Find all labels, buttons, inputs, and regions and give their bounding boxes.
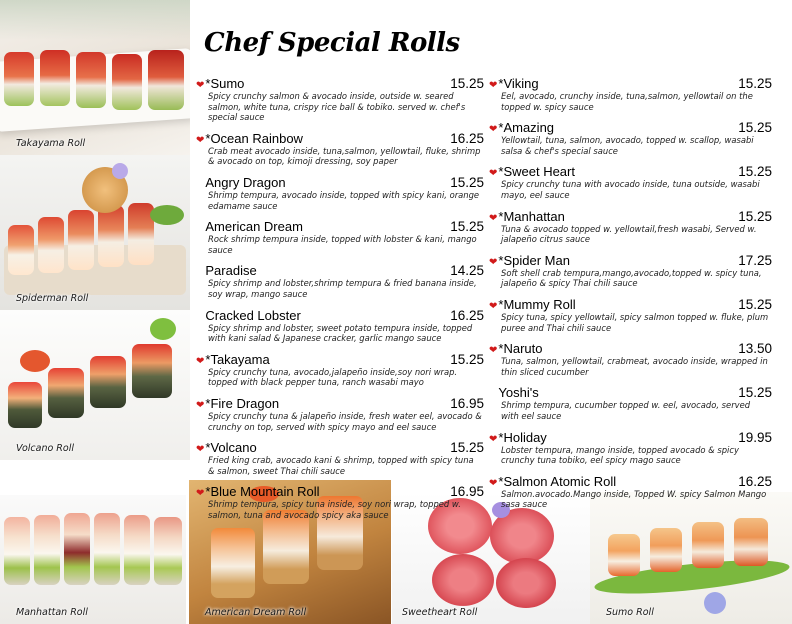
menu-item-name: *Sweet Heart: [498, 164, 575, 180]
menu-item-price: 16.25: [738, 473, 772, 489]
chili-pepper-icon: ❤: [489, 433, 498, 445]
menu-item-description: Spicy tuna, spicy yellowtail, spicy salmon topped w. fluke, plum puree and Thai chili sauce: [501, 311, 769, 333]
chili-pepper-icon: ❤: [489, 345, 498, 357]
chili-pepper-icon: ❤: [489, 477, 498, 489]
menu-item-price: 16.25: [450, 130, 484, 146]
chili-pepper-icon: ❤: [489, 80, 498, 91]
menu-item: [489, 253, 772, 289]
menu-item-price: 15.25: [738, 385, 772, 401]
menu-item-price: 15.25: [450, 351, 484, 367]
menu-item-name: *Salmon Atomic Roll: [498, 473, 617, 489]
photo-caption: Manhattan Roll: [16, 607, 88, 618]
menu-item-name: Yoshi's: [498, 385, 539, 401]
chili-pepper-icon: ❤: [489, 256, 498, 268]
chili-pepper-icon: ❤: [489, 124, 498, 136]
menu-item: [196, 352, 484, 388]
menu-item: [489, 164, 772, 200]
menu-item-price: 15.25: [738, 296, 772, 312]
menu-item-price: 17.25: [738, 252, 772, 268]
chili-pepper-icon: ❤: [196, 134, 205, 146]
menu-item-description: Salmon.avocado.Mango inside, Topped W. spicy Salmon Mango sasa sauce: [501, 488, 767, 510]
menu-item: [196, 263, 484, 299]
menu-item-name: *Manhattan: [498, 208, 565, 224]
chili-pepper-icon: ❤: [489, 168, 498, 180]
menu-item-price: 13.50: [738, 341, 772, 357]
photo-caption: Sumo Roll: [606, 607, 654, 618]
menu-item-price: 14.25: [450, 263, 484, 279]
menu-item-price: 16.95: [450, 484, 484, 500]
chili-pepper-icon: ❤: [196, 399, 205, 411]
photo-volcano-roll: [0, 310, 190, 460]
menu-item-description: Fried king crab, avocado kani & shrimp, topped with spicy tuna & salmon, sweet Thai chili sauce: [208, 455, 474, 476]
menu-item-price: 15.25: [450, 219, 484, 235]
page-title: Chef Special Rolls: [204, 28, 460, 58]
menu-item-name: Cracked Lobster: [205, 307, 301, 323]
menu-item: [196, 308, 484, 344]
menu-item: [489, 297, 772, 333]
menu-item-name: *Viking: [498, 76, 539, 91]
menu-item-description: Shrimp tempura, cucumber topped w. eel, avocado, served with eel sauce: [501, 400, 751, 421]
photo-caption: Volcano Roll: [16, 443, 74, 454]
menu-item-description: Yellowtail, tuna, salmon, avocado, topped w. scallop, wasabi salsa & chef's special sauce: [501, 135, 754, 156]
menu-item-price: 15.25: [450, 76, 484, 91]
menu-item-name: *Volcano: [205, 440, 257, 456]
menu-item: [489, 209, 772, 245]
menu-item-description: Spicy crunchy tuna with avocado inside, tuna outside, wasabi mayo, eel sauce: [501, 179, 760, 200]
menu-item-price: 15.25: [450, 174, 484, 190]
menu-item-name: *Takayama: [205, 351, 270, 367]
menu-item-name: *Naruto: [498, 341, 543, 357]
menu-item-price: 15.25: [738, 164, 772, 180]
chili-pepper-icon: ❤: [196, 444, 205, 456]
photo-manhattan-roll: [0, 495, 186, 624]
menu-item-description: Shrimp tempura, avocado inside, topped with spicy kani, orange edamame sauce: [208, 189, 480, 211]
chili-pepper-icon: ❤: [196, 80, 205, 91]
menu-item: [489, 76, 772, 112]
menu-item-price: 16.95: [450, 395, 484, 411]
photo-takayama-roll: [0, 0, 190, 155]
photo-caption: Spiderman Roll: [16, 293, 89, 304]
menu-item-description: Tuna, salmon, yellowtail, crabmeat, avocado inside, wrapped in thin sliced cucumber: [501, 356, 768, 377]
menu-item-description: Spicy crunchy tuna & jalapeño inside, fresh water eel, avocado & crunchy on top, served with spicy mayo and eel sauce: [208, 410, 482, 432]
menu-item-price: 15.25: [738, 120, 772, 136]
menu-item: [489, 474, 772, 510]
menu-item-name: *Holiday: [498, 429, 547, 445]
menu-item-price: 15.25: [450, 440, 484, 456]
menu-item-name: *Amazing: [498, 120, 555, 136]
chili-pepper-icon: ❤: [489, 300, 498, 312]
photo-caption: American Dream Roll: [205, 607, 307, 618]
menu-item-price: 16.25: [450, 307, 484, 323]
menu-item: [489, 385, 772, 421]
menu-item-description: Shrimp tempura, spicy tuna inside, soy nori wrap, topped w. salmon, tuna and avocado spicy aka sauce: [208, 499, 461, 520]
menu-item-name: Paradise: [205, 263, 257, 279]
menu-item-name: *Blue Mountain Roll: [205, 484, 320, 500]
menu-column-right: [489, 76, 772, 518]
menu-item-description: Spicy shrimp and lobster,shrimp tempura & fried banana inside, soy wrap, mango sauce: [208, 278, 477, 299]
photo-spiderman-roll: [0, 155, 190, 310]
menu-item-price: 15.25: [738, 76, 772, 91]
menu-item-description: Lobster tempura, mango inside, topped avocado & spicy crunchy tuna tobiko, eel spicy mago sauce: [501, 444, 739, 466]
menu-item-description: Eel, avocado, crunchy inside, tuna,salmon, yellowtail on the topped w. spicy sauce: [501, 91, 753, 112]
menu-item: [196, 76, 484, 123]
photo-caption: Takayama Roll: [16, 138, 86, 149]
menu-item-description: Tuna & avocado topped w. yellowtail,fresh wasabi, Served w. jalapeño citrus sauce: [501, 223, 757, 245]
menu-item: [489, 120, 772, 156]
menu-item-description: Spicy crunchy salmon & avocado inside, outside w. seared salmon, white tuna, crispy rice ball & tobiko. served w. chef's special sauce: [208, 91, 466, 123]
chili-pepper-icon: ❤: [196, 355, 205, 367]
menu-item-description: Soft shell crab tempura,mango,avocado,topped w. spicy tuna, jalapeño & spicy Thai chili sauce: [501, 267, 762, 289]
menu-item-price: 19.95: [738, 429, 772, 445]
menu-item-name: American Dream: [205, 219, 303, 235]
menu-item-name: Angry Dragon: [205, 174, 286, 190]
menu-item-description: Spicy crunchy tuna, avocado,jalapeño inside,soy nori wrap. topped with black pepper tuna, ranch wasabi mayo: [208, 366, 458, 388]
chili-pepper-icon: ❤: [489, 212, 498, 224]
menu-item-description: Spicy shrimp and lobster, sweet potato tempura inside, topped with kani salad & Japanese cracker, garlic mango sauce: [208, 322, 473, 344]
menu-item-description: Crab meat avocado inside, tuna,salmon, yellowtail, fluke, shrimp & avocado on top, kimoji dressing, soy paper: [208, 145, 481, 167]
menu-item-name: *Mummy Roll: [498, 296, 576, 312]
menu-item-price: 15.25: [738, 208, 772, 224]
menu-column-left: [196, 76, 484, 528]
chili-pepper-icon: ❤: [196, 488, 205, 500]
menu-item-name: *Ocean Rainbow: [205, 130, 303, 146]
menu-item: [196, 440, 484, 476]
menu-item: [196, 131, 484, 167]
menu-item-name: *Spider Man: [498, 252, 570, 268]
menu-item: [489, 430, 772, 466]
photo-caption: Sweetheart Roll: [402, 607, 478, 618]
menu-item: [196, 219, 484, 255]
menu-item: [489, 341, 772, 377]
menu-item: [196, 484, 484, 520]
menu-item-description: Rock shrimp tempura inside, topped with lobster & kani, mango sauce: [208, 234, 477, 255]
menu-item: [196, 175, 484, 211]
menu-item-name: *Sumo: [205, 76, 245, 91]
menu-item: [196, 396, 484, 432]
menu-item-name: *Fire Dragon: [205, 395, 280, 411]
